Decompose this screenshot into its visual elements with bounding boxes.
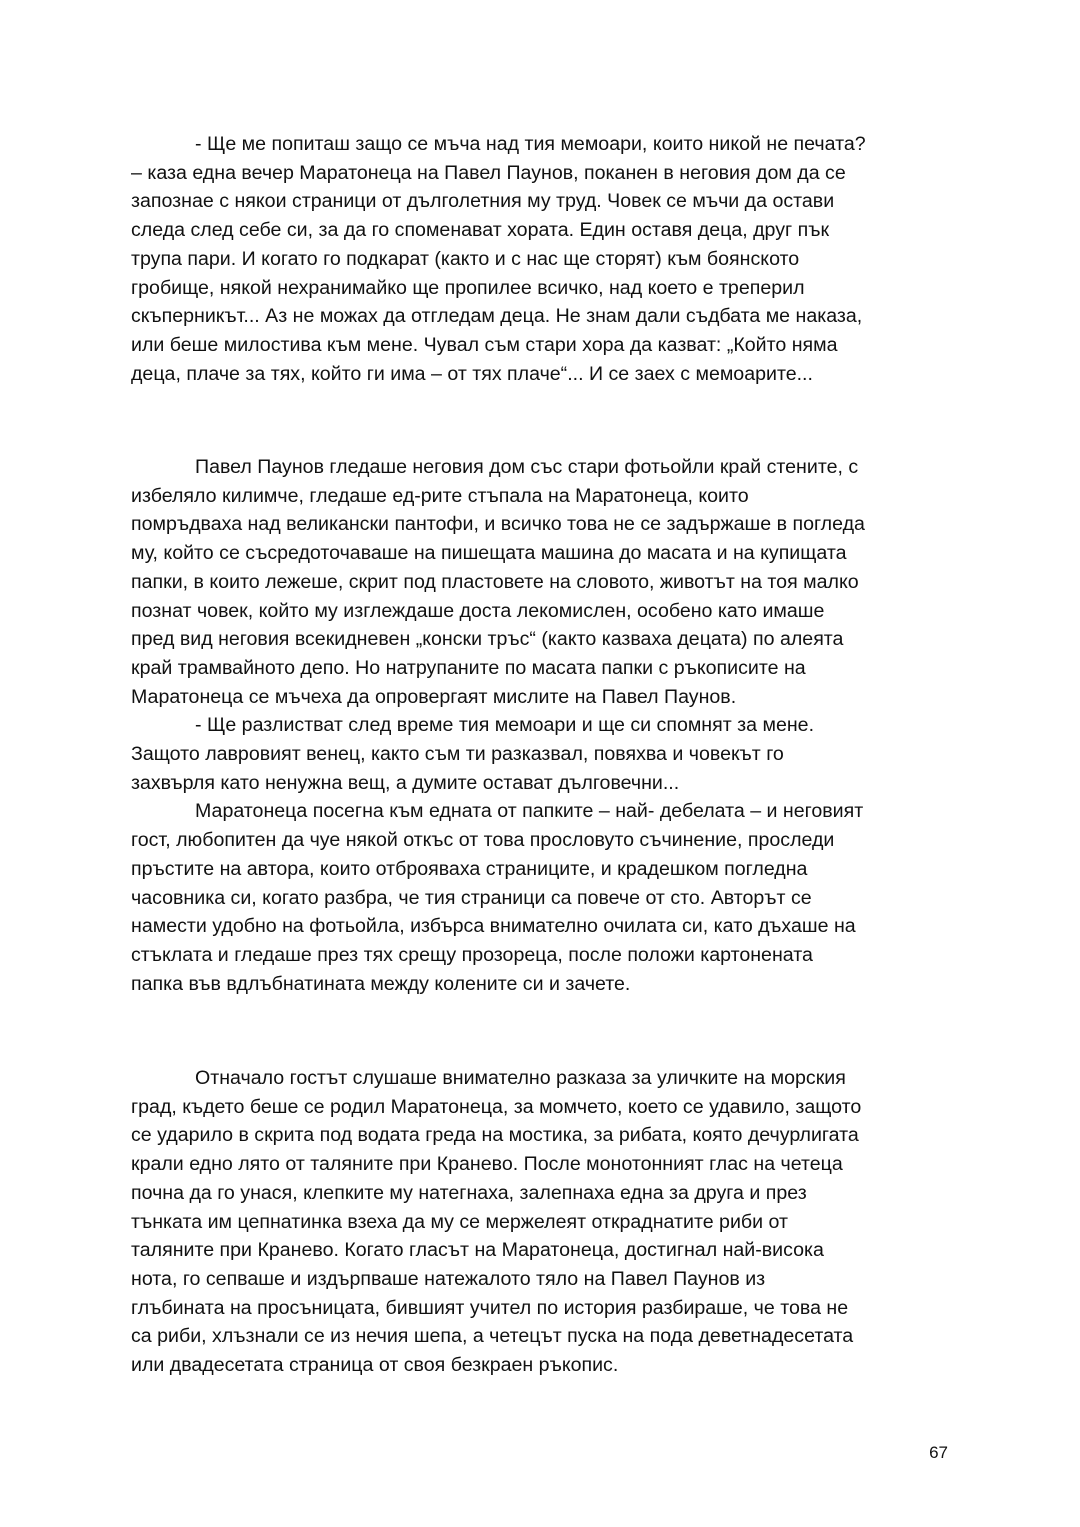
- text-section-3: [131, 1064, 953, 1380]
- paragraph: Отначало гостът слушаше внимателно разказа за уличките на морския град, където беше се родил Маратонеца, за момчето, което се удавило, защото се ударило в скрита под водата греда на мостика, за рибата, която дечурлигата крали едно лято от таляните при Кранево. После монотонният глас на четеца почна да го унася, клепките му натегнаха, залепнаха една за друга и през тънката им цепнатинка взеха да му се мержелеят откраднатите риби от таляните при Кранево. Когато гласът на Маратонеца, достигнал най-висока нота, го сепваше и издърпваше натежалото тяло на Павел Паунов из глъбината на просъницата, бившият учител по история разбираше, че това не са риби, хлъзнали се из нечия шепа, а четецът пуска на пода деветнадесетата или двадесетата страница от своя безкраен ръкопис.: [131, 1067, 862, 1377]
- text-section-1: [131, 130, 953, 388]
- text-section-2: [131, 453, 953, 998]
- paragraph: Маратонеца посегна към едната от папките – най- дебелата – и неговият гост, любопитен да чуе някой откъс от това прословуто съчинение, проследи пръстите на автора, които отброяваха страниците, и крадешком погледна часовника си, когато разбра, че тия страници са повече от сто. Авторът се намести удобно на фотьойла, избърса внимателно очилата си, като дъхаше на стъклата и гледаше през тях срещу прозореца, после положи картонената папка във вдлъбнатината между колените си и зачете.: [131, 800, 864, 995]
- paragraph: Павел Паунов гледаше неговия дом със стари фотьойли край стените, с избеляло килимче, гледаше ед-рите стъпала на Маратонеца, които помръдваха над великански пантофи, и всичко това не се задържаше в погледа му, който се съсредоточаваше на пишещата машина до масата и на купищата папки, в които лежеше, скрит под пластовете на словото, животът на тоя малко познат човек, който му изглеждаше доста лекомислен, особено като имаше пред вид неговия всекидневен „конски тръс“ (както казваха децата) по алеята край трамвайното депо. Но натрупаните по масата папки с ръкописите на Маратонеца се мъчеха да опровергаят мислите на Павел Паунов.: [131, 456, 865, 708]
- paragraph: - Ще разлистват след време тия мемоари и ще си спомнят за мене. Защото лавровият венец, както съм ти разказвал, повяхва и човекът го захвърля като ненужна вещ, а думите остават дълговечни...: [131, 714, 815, 794]
- paragraph: - Ще ме попиташ защо се мъча над тия мемоари, които никой не печата? – каза една вечер Маратонеца на Павел Паунов, поканен в неговия дом да се запознае с някои страници от дълголетния му труд. Човек се мъчи да остави следа след себе си, за да го споменават хората. Един оставя деца, друг пък трупа пари. И когато го подкарат (както и с нас ще сторят) към боянското гробище, някой нехранимайко ще пропилее всичко, над което е треперил скъперникът... Аз не можах да отгледам деца. Не знам дали съдбата ме наказа, или беше милостива към мене. Чувал съм стари хора да казват: „Който няма деца, плаче за тях, който ги има – от тях плаче“... И се заех с мемоарите...: [131, 133, 866, 385]
- page-number: 67: [929, 1443, 948, 1462]
